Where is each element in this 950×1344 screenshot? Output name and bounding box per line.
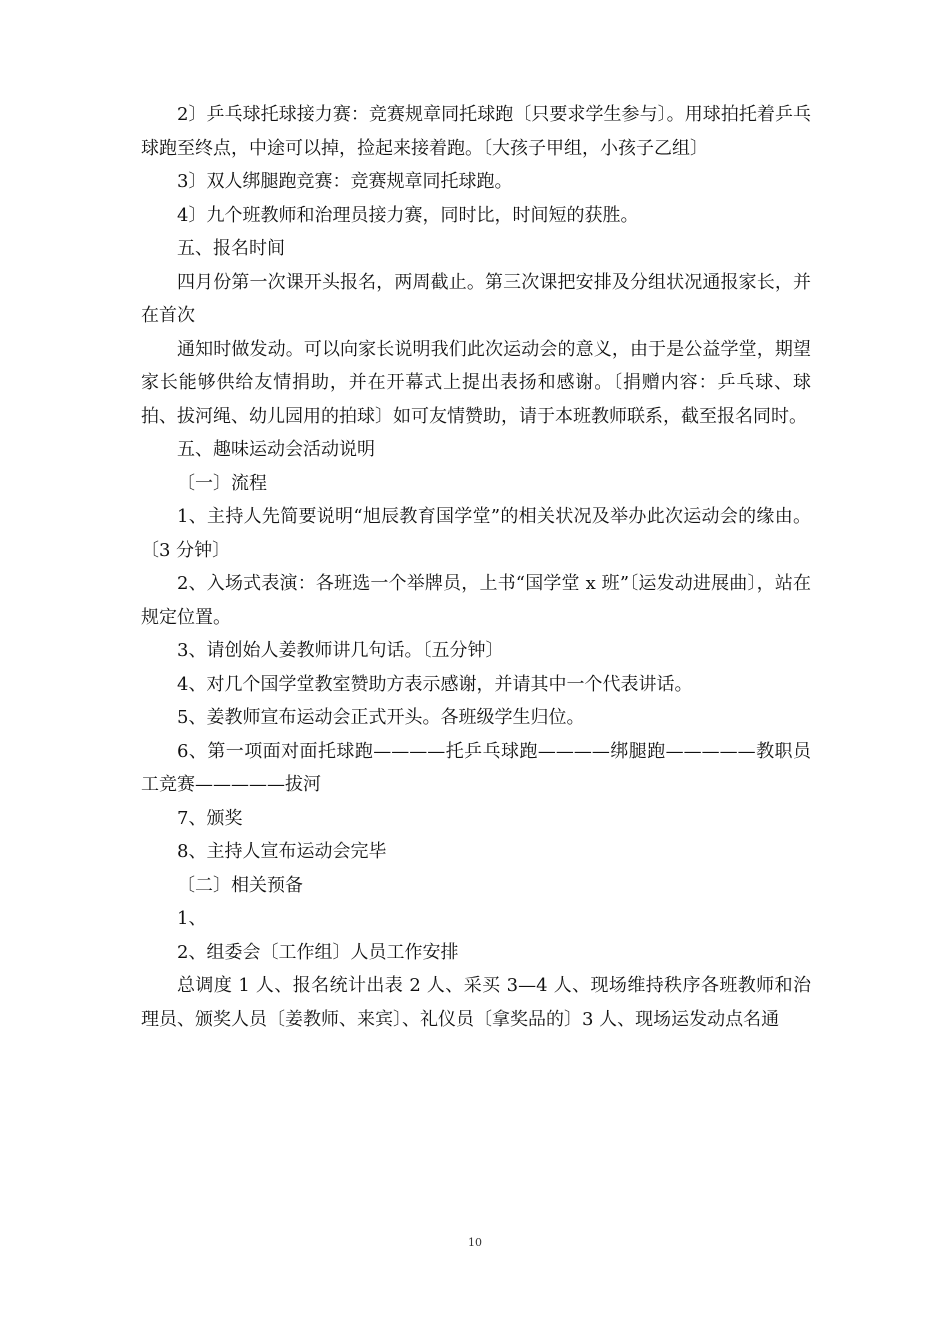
process-item-8: 8、主持人宣布运动会完毕 [177, 841, 387, 862]
paragraph-notification: 通知时做发动。可以向家长说明我们此次运动会的意义，由于是公益学堂，期望家长能够供给友情捐助，并在开幕式上提出表扬和感谢。〔捐赠内容：乒乓球、球拍、拔河绳、幼儿园用的拍球〕如可友情赞助，请于本班教师联系，截至报名同时。 [141, 338, 811, 427]
paragraph-registration-time: 四月份第一次课开头报名，两周截止。第三次课把安排及分组状况通报家长，并在首次 [141, 271, 811, 326]
section-heading-activity: 五、趣味运动会活动说明 [177, 439, 375, 460]
process-item-4: 4、对几个国学堂教室赞助方表示感谢，并请其中一个代表讲话。 [177, 673, 693, 695]
paragraph-relay-race: 2〕乒乓球托球接力赛：竞赛规章同托球跑〔只要求学生参与〕。用球拍托着乒乓球跑至终点，中途可以掉，捡起来接着跑。〔大孩子甲组，小孩子乙组〕 [141, 104, 811, 159]
process-item-7: 7、颁奖 [177, 807, 243, 829]
subheading-preparation: 〔二〕相关预备 [177, 874, 303, 896]
page-number: 10 [468, 1236, 482, 1249]
paragraph-staff-arrangement: 总调度 1 人、报名统计出表 2 人、采买 3—4 人、现场维持秩序各班教师和治理员、颁奖人员〔姜教师、来宾〕、礼仪员〔拿奖品的〕3 人、现场运发动点名通 [141, 975, 811, 1030]
preparation-item-2: 2、组委会〔工作组〕人员工作安排 [177, 941, 459, 963]
process-item-2: 2、入场式表演：各班选一个举牌员，上书“国学堂 x 班”〔运发动进展曲〕，站在规定位置。 [141, 573, 811, 628]
process-item-6: 6、第一项面对面托球跑————托乒乓球跑————绑腿跑—————教职员工竞赛—————拔河 [141, 740, 811, 795]
section-heading-registration: 五、报名时间 [177, 238, 285, 259]
paragraph-leg-tied-race: 3〕双人绑腿跑竞赛：竞赛规章同托球跑。 [177, 171, 513, 192]
document-body [141, 98, 811, 1036]
paragraph-teacher-relay: 4〕九个班教师和治理员接力赛，同时比，时间短的获胜。 [177, 204, 639, 226]
subheading-process: 〔一〕流程 [177, 472, 267, 494]
process-item-5: 5、姜教师宣布运动会正式开头。各班级学生归位。 [177, 707, 585, 728]
process-item-3: 3、请创始人姜教师讲几句话。〔五分钟〕 [177, 640, 504, 661]
process-item-1: 1、主持人先简要说明“旭辰教育国学堂”的相关状况及举办此次运动会的缘由。〔3 分钟〕 [141, 506, 811, 561]
preparation-item-1: 1、 [177, 908, 207, 929]
